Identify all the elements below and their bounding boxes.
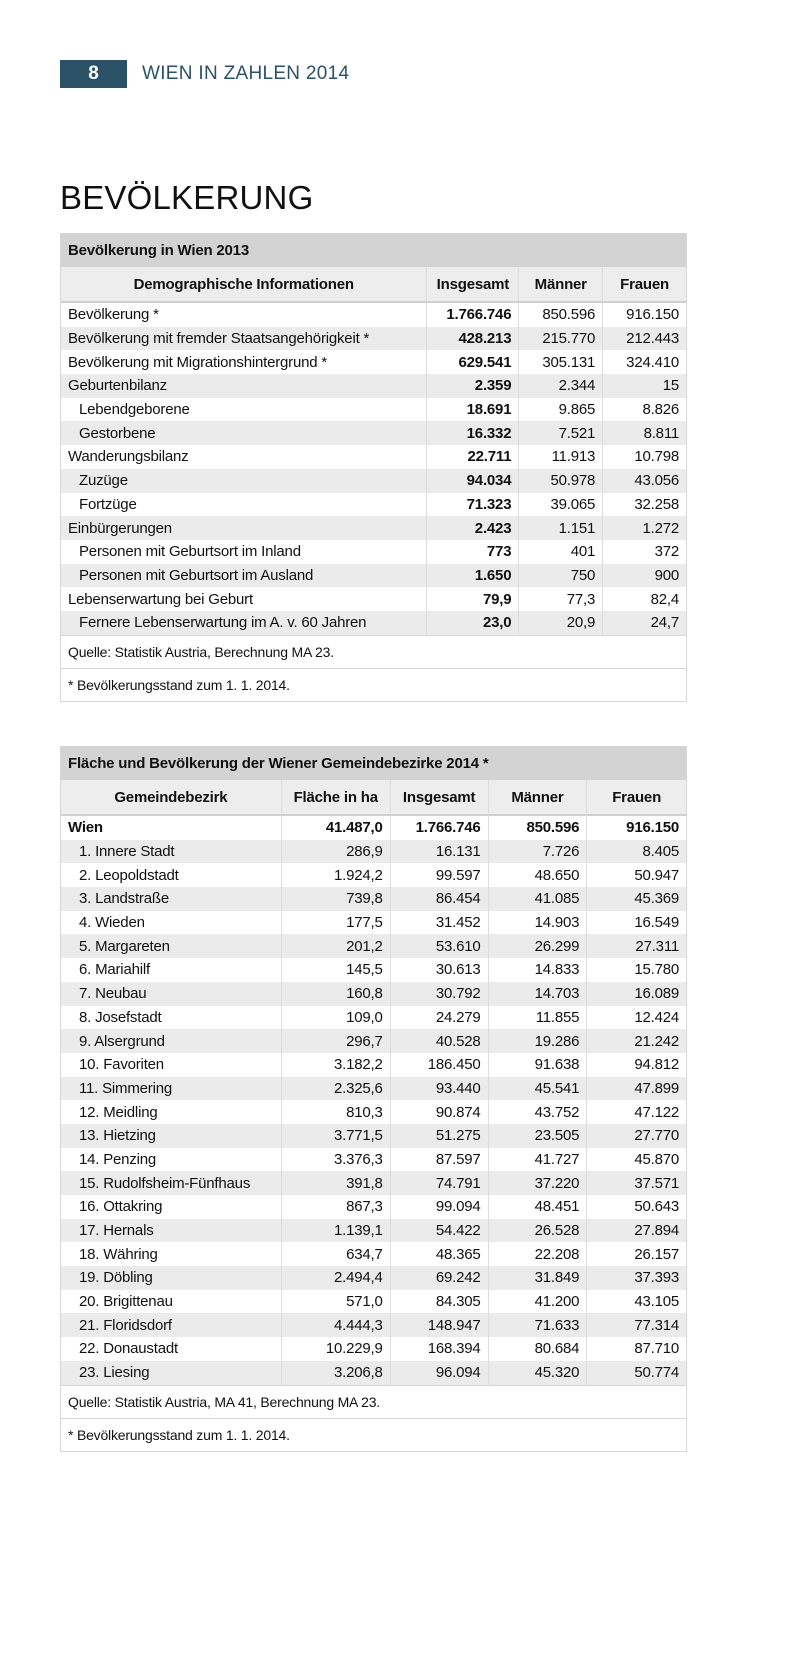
row-value: 26.528: [488, 1219, 587, 1243]
row-label: 9. Alsergrund: [61, 1029, 282, 1053]
column-header: Insgesamt: [427, 267, 519, 302]
column-header: Insgesamt: [390, 780, 488, 815]
row-label: 19. Döbling: [61, 1266, 282, 1290]
row-label: 20. Brigittenau: [79, 1293, 173, 1311]
row-value: 850.596: [519, 302, 603, 327]
row-value: 53.610: [390, 934, 488, 958]
row-label: 23. Liesing: [61, 1361, 282, 1385]
row-value: 1.766.746: [427, 302, 519, 327]
row-value: 26.299: [488, 934, 587, 958]
table-row: [61, 1006, 687, 1030]
row-label: 13. Hietzing: [61, 1124, 282, 1148]
row-value: 7.726: [488, 840, 587, 864]
population-table: [60, 233, 687, 702]
row-value: 324.410: [603, 350, 687, 374]
row-value: 2.344: [519, 374, 603, 398]
row-value: 18.691: [427, 398, 519, 422]
table-row: [61, 1313, 687, 1337]
row-value: 48.650: [488, 863, 587, 887]
row-label: Gestorbene: [61, 421, 427, 445]
row-value: 212.443: [603, 327, 687, 351]
row-value: 48.365: [390, 1242, 488, 1266]
source-note: Quelle: Statistik Austria, MA 41, Berechnung MA 23.: [61, 1385, 687, 1418]
row-label: Bevölkerung *: [68, 306, 159, 324]
row-value: 3.182,2: [281, 1053, 390, 1077]
row-value: 43.105: [587, 1290, 687, 1314]
row-value: 1.272: [603, 516, 687, 540]
row-label: Bevölkerung mit fremder Staatsangehörigkeit *: [61, 327, 427, 351]
row-value: 14.903: [488, 911, 587, 935]
row-value: 428.213: [427, 327, 519, 351]
row-label: Bevölkerung mit Migrationshintergrund *: [68, 353, 327, 371]
column-header: Frauen: [587, 780, 687, 815]
footnote: * Bevölkerungsstand zum 1. 1. 2014.: [61, 668, 687, 701]
source-note: Quelle: Statistik Austria, Berechnung MA 23.: [61, 635, 687, 668]
row-value: 79,9: [427, 587, 519, 611]
row-value: 286,9: [281, 840, 390, 864]
table-row: [61, 1242, 687, 1266]
row-label: Personen mit Geburtsort im Ausland: [61, 564, 427, 588]
column-header: Fläche in ha: [281, 780, 390, 815]
row-value: 50.947: [587, 863, 687, 887]
row-value: 4.444,3: [281, 1313, 390, 1337]
row-value: 30.613: [390, 958, 488, 982]
row-value: 41.487,0: [281, 815, 390, 840]
row-value: 24,7: [603, 611, 687, 635]
row-value: 82,4: [603, 587, 687, 611]
row-value: 2.494,4: [281, 1266, 390, 1290]
row-label: 18. Währing: [79, 1245, 158, 1263]
row-value: 916.150: [603, 302, 687, 327]
row-value: 40.528: [390, 1029, 488, 1053]
table-row: [61, 1077, 687, 1101]
row-value: 27.770: [587, 1124, 687, 1148]
row-label: Wanderungsbilanz: [68, 448, 189, 466]
row-value: 20,9: [519, 611, 603, 635]
row-value: 2.325,6: [281, 1077, 390, 1101]
row-value: 87.710: [587, 1337, 687, 1361]
row-label: Lebendgeborene: [79, 401, 190, 419]
row-value: 3.771,5: [281, 1124, 390, 1148]
row-label: Geburtenbilanz: [61, 374, 427, 398]
row-value: 41.727: [488, 1148, 587, 1172]
row-label: 12. Meidling: [79, 1103, 158, 1121]
row-label: 4. Wieden: [79, 914, 145, 932]
page-number: 8: [60, 60, 127, 88]
row-value: 401: [519, 540, 603, 564]
column-header: Gemeindebezirk: [61, 780, 282, 815]
table-row: [61, 958, 687, 982]
table-row: [61, 1029, 687, 1053]
table-row: [61, 1100, 687, 1124]
source-note-row: [61, 635, 687, 668]
row-value: 850.596: [488, 815, 587, 840]
row-value: 69.242: [390, 1266, 488, 1290]
row-value: 372: [603, 540, 687, 564]
row-value: 43.056: [603, 469, 687, 493]
row-label: Zuzüge: [61, 469, 427, 493]
row-value: 22.711: [427, 445, 519, 469]
row-value: 19.286: [488, 1029, 587, 1053]
row-label: 15. Rudolfsheim-Fünfhaus: [61, 1171, 282, 1195]
row-value: 45.320: [488, 1361, 587, 1385]
row-value: 86.454: [390, 887, 488, 911]
row-value: 148.947: [390, 1313, 488, 1337]
row-value: 84.305: [390, 1290, 488, 1314]
table-row: [61, 840, 687, 864]
row-value: 45.541: [488, 1077, 587, 1101]
row-value: 629.541: [427, 350, 519, 374]
row-value: 810,3: [281, 1100, 390, 1124]
row-value: 77,3: [519, 587, 603, 611]
row-value: 22.208: [488, 1242, 587, 1266]
row-value: 48.451: [488, 1195, 587, 1219]
row-value: 296,7: [281, 1029, 390, 1053]
row-value: 8.826: [603, 398, 687, 422]
row-value: 94.812: [587, 1053, 687, 1077]
row-value: 91.638: [488, 1053, 587, 1077]
row-value: 71.633: [488, 1313, 587, 1337]
row-label: 8. Josefstadt: [79, 1008, 162, 1026]
row-value: 305.131: [519, 350, 603, 374]
row-value: 77.314: [587, 1313, 687, 1337]
row-value: 99.094: [390, 1195, 488, 1219]
column-header: Männer: [519, 267, 603, 302]
row-value: 168.394: [390, 1337, 488, 1361]
row-value: 50.774: [587, 1361, 687, 1385]
row-value: 39.065: [519, 493, 603, 517]
row-value: 739,8: [281, 887, 390, 911]
row-value: 41.200: [488, 1290, 587, 1314]
row-value: 186.450: [390, 1053, 488, 1077]
table-row: [61, 493, 687, 517]
row-label: 17. Hernals: [61, 1219, 282, 1243]
row-value: 37.393: [587, 1266, 687, 1290]
row-value: 24.279: [390, 1006, 488, 1030]
row-value: 8.811: [603, 421, 687, 445]
table-row: [61, 1124, 687, 1148]
row-value: 15.780: [587, 958, 687, 982]
row-value: 3.206,8: [281, 1361, 390, 1385]
row-value: 80.684: [488, 1337, 587, 1361]
row-value: 94.034: [427, 469, 519, 493]
row-label: Fernere Lebenserwartung im A. v. 60 Jahren: [61, 611, 427, 635]
row-label: Wien: [68, 819, 103, 837]
row-value: 177,5: [281, 911, 390, 935]
table-row: [61, 1266, 687, 1290]
row-label: 3. Landstraße: [61, 887, 282, 911]
table-row: [61, 350, 687, 374]
column-header: Männer: [488, 780, 587, 815]
row-label: Lebenserwartung bei Geburt: [68, 590, 253, 608]
row-value: 74.791: [390, 1171, 488, 1195]
row-label: 6. Mariahilf: [79, 961, 150, 979]
table-row: [61, 469, 687, 493]
row-value: 45.870: [587, 1148, 687, 1172]
districts-table: [60, 746, 687, 1452]
table-row: [61, 421, 687, 445]
row-value: 21.242: [587, 1029, 687, 1053]
table-row: [61, 398, 687, 422]
table-row: [61, 302, 687, 327]
table-row: [61, 1195, 687, 1219]
table-row: [61, 1171, 687, 1195]
section-title: BEVÖLKERUNG: [60, 179, 314, 216]
column-header: Demographische Informationen: [61, 267, 427, 302]
footnote: * Bevölkerungsstand zum 1. 1. 2014.: [61, 1418, 687, 1451]
table-row: [61, 815, 687, 840]
row-value: 27.894: [587, 1219, 687, 1243]
row-value: 37.220: [488, 1171, 587, 1195]
table-row: [61, 611, 687, 635]
row-value: 16.332: [427, 421, 519, 445]
row-value: 8.405: [587, 840, 687, 864]
row-value: 109,0: [281, 1006, 390, 1030]
table-row: [61, 1361, 687, 1385]
row-value: 87.597: [390, 1148, 488, 1172]
row-label: 7. Neubau: [61, 982, 282, 1006]
row-value: 10.229,9: [281, 1337, 390, 1361]
table-row: [61, 911, 687, 935]
row-value: 37.571: [587, 1171, 687, 1195]
row-value: 71.323: [427, 493, 519, 517]
row-value: 93.440: [390, 1077, 488, 1101]
row-value: 773: [427, 540, 519, 564]
row-value: 99.597: [390, 863, 488, 887]
row-value: 31.849: [488, 1266, 587, 1290]
table-row: [61, 564, 687, 588]
row-value: 16.549: [587, 911, 687, 935]
table-row: [61, 1290, 687, 1314]
table-row: [61, 982, 687, 1006]
row-value: 1.151: [519, 516, 603, 540]
row-label: 14. Penzing: [79, 1150, 157, 1168]
table-row: [61, 327, 687, 351]
running-title: WIEN IN ZAHLEN 2014: [142, 63, 350, 84]
table-row: [61, 587, 687, 611]
footnote-row: [61, 1418, 687, 1451]
table-row: [61, 445, 687, 469]
row-value: 7.521: [519, 421, 603, 445]
table-row: [61, 887, 687, 911]
row-value: 50.978: [519, 469, 603, 493]
row-label: Einbürgerungen: [61, 516, 427, 540]
row-value: 10.798: [603, 445, 687, 469]
row-value: 14.703: [488, 982, 587, 1006]
column-header: Frauen: [603, 267, 687, 302]
row-value: 43.752: [488, 1100, 587, 1124]
footnote-row: [61, 668, 687, 701]
row-value: 900: [603, 564, 687, 588]
row-value: 634,7: [281, 1242, 390, 1266]
row-value: 47.899: [587, 1077, 687, 1101]
row-label: 22. Donaustadt: [79, 1340, 178, 1358]
row-value: 45.369: [587, 887, 687, 911]
table-row: [61, 1053, 687, 1077]
row-label: 10. Favoriten: [79, 1056, 164, 1074]
row-value: 3.376,3: [281, 1148, 390, 1172]
row-value: 1.766.746: [390, 815, 488, 840]
table-row: [61, 1148, 687, 1172]
row-value: 23,0: [427, 611, 519, 635]
row-value: 30.792: [390, 982, 488, 1006]
row-label: Personen mit Geburtsort im Inland: [79, 543, 301, 561]
row-value: 12.424: [587, 1006, 687, 1030]
row-value: 571,0: [281, 1290, 390, 1314]
table-row: [61, 374, 687, 398]
table-row: [61, 1219, 687, 1243]
row-label: 5. Margareten: [61, 934, 282, 958]
row-value: 27.311: [587, 934, 687, 958]
row-label: 21. Floridsdorf: [61, 1313, 282, 1337]
row-value: 50.643: [587, 1195, 687, 1219]
row-value: 15: [603, 374, 687, 398]
table-title: Fläche und Bevölkerung der Wiener Gemeindebezirke 2014 *: [61, 747, 687, 781]
row-value: 750: [519, 564, 603, 588]
row-label: 11. Simmering: [61, 1077, 282, 1101]
table-row: [61, 1337, 687, 1361]
row-value: 1.650: [427, 564, 519, 588]
row-value: 26.157: [587, 1242, 687, 1266]
table-row: [61, 934, 687, 958]
row-value: 41.085: [488, 887, 587, 911]
table-row: [61, 540, 687, 564]
table-row: [61, 516, 687, 540]
row-value: 16.131: [390, 840, 488, 864]
row-value: 215.770: [519, 327, 603, 351]
row-value: 11.855: [488, 1006, 587, 1030]
row-label: 2. Leopoldstadt: [79, 866, 179, 884]
row-value: 54.422: [390, 1219, 488, 1243]
row-value: 47.122: [587, 1100, 687, 1124]
source-note-row: [61, 1385, 687, 1418]
row-value: 2.423: [427, 516, 519, 540]
row-value: 2.359: [427, 374, 519, 398]
row-value: 201,2: [281, 934, 390, 958]
row-value: 14.833: [488, 958, 587, 982]
row-value: 32.258: [603, 493, 687, 517]
row-value: 9.865: [519, 398, 603, 422]
row-value: 1.924,2: [281, 863, 390, 887]
row-value: 90.874: [390, 1100, 488, 1124]
row-value: 23.505: [488, 1124, 587, 1148]
table-row: [61, 863, 687, 887]
row-value: 31.452: [390, 911, 488, 935]
table-title: Bevölkerung in Wien 2013: [61, 234, 687, 268]
row-value: 867,3: [281, 1195, 390, 1219]
row-value: 391,8: [281, 1171, 390, 1195]
row-value: 51.275: [390, 1124, 488, 1148]
row-label: Fortzüge: [79, 495, 137, 513]
row-value: 11.913: [519, 445, 603, 469]
row-value: 145,5: [281, 958, 390, 982]
row-label: 16. Ottakring: [79, 1198, 163, 1216]
row-value: 160,8: [281, 982, 390, 1006]
row-value: 916.150: [587, 815, 687, 840]
row-label: 1. Innere Stadt: [61, 840, 282, 864]
row-value: 96.094: [390, 1361, 488, 1385]
row-value: 16.089: [587, 982, 687, 1006]
row-value: 1.139,1: [281, 1219, 390, 1243]
